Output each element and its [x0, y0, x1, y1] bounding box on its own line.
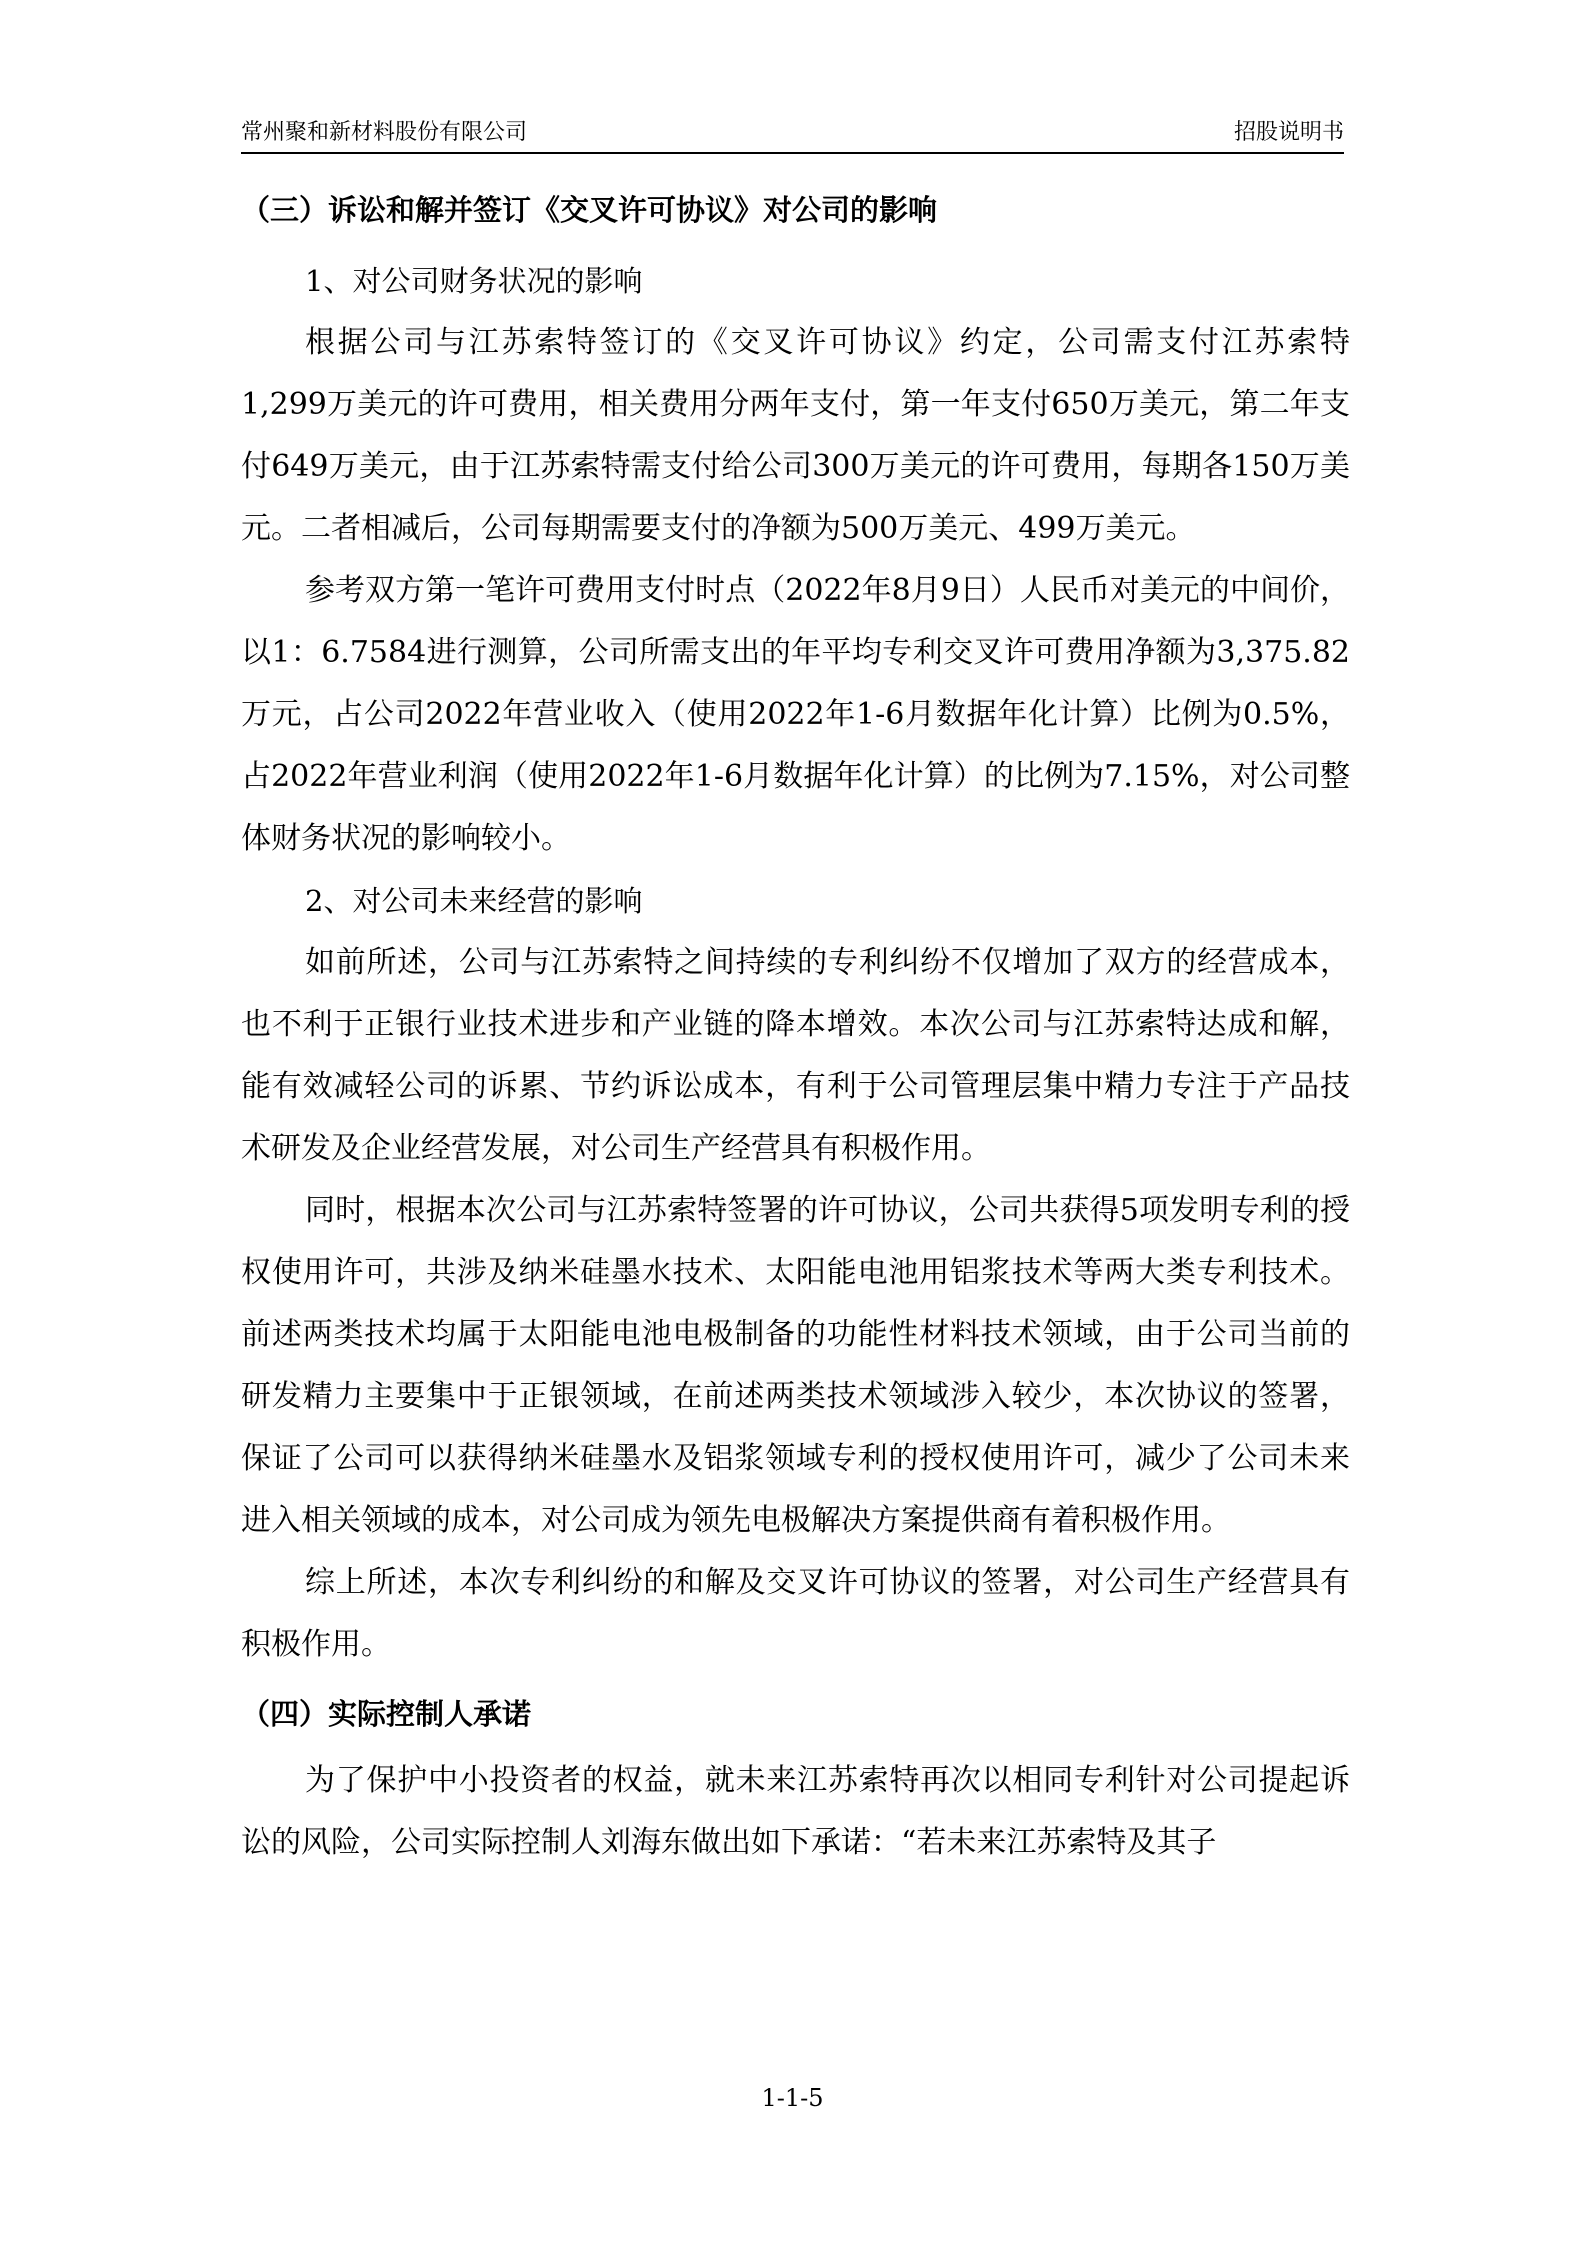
page-content — [241, 178, 1350, 1874]
section3-paragraph-2: 参考双方第一笔许可费用支付时点（2022年8月9日）人民币对美元的中间价，以1：6.7584进行测算，公司所需支出的年平均专利交叉许可费用净额为3,375.82万元，占公司2022年营业收入（使用2022年1-6月数据年化计算）比例为0.5%，占2022年营业利润（使用2022年1-6月数据年化计算）的比例为7.15%，对公司整体财务状况的影响较小。 — [241, 573, 1350, 856]
section3-paragraph-1: 根据公司与江苏索特签订的《交叉许可协议》约定，公司需支付江苏索特1,299万美元的许可费用，相关费用分两年支付，第一年支付650万美元，第二年支付649万美元，由于江苏索特需支付给公司300万美元的许可费用，每期各150万美元。二者相减后，公司每期需要支付的净额为500万美元、499万美元。 — [241, 325, 1350, 546]
section4-paragraph-1: 为了保护中小投资者的权益，就未来江苏索特再次以相同专利针对公司提起诉讼的风险，公司实际控制人刘海东做出如下承诺：“若未来江苏索特及其子 — [241, 1763, 1350, 1860]
header-doc-type: 招股说明书 — [1233, 120, 1344, 145]
header-company: 常州聚和新材料股份有限公司 — [241, 120, 528, 145]
page-number: 1-1-5 — [761, 2084, 824, 2112]
section3-paragraph-4: 同时，根据本次公司与江苏索特签署的许可协议，公司共获得5项发明专利的授权使用许可，共涉及纳米硅墨水技术、太阳能电池用铝浆技术等两大类专利技术。前述两类技术均属于太阳能电池电极制备的功能性材料技术领域，由于公司当前的研发精力主要集中于正银领域，在前述两类技术领域涉入较少，本次协议的签署，保证了公司可以获得纳米硅墨水及铝浆领域专利的授权使用许可，减少了公司未来进入相关领域的成本，对公司成为领先电极解决方案提供商有着积极作用。 — [241, 1193, 1350, 1538]
section3-subheading-1: 1、对公司财务状况的影响 — [305, 264, 643, 298]
section4-title: （四）实际控制人承诺 — [241, 1697, 532, 1731]
page-header — [241, 108, 1344, 154]
section3-paragraph-5: 综上所述，本次专利纠纷的和解及交叉许可协议的签署，对公司生产经营具有积极作用。 — [241, 1565, 1350, 1662]
section3-paragraph-3: 如前所述，公司与江苏索特之间持续的专利纠纷不仅增加了双方的经营成本，也不利于正银行业技术进步和产业链的降本增效。本次公司与江苏索特达成和解，能有效减轻公司的诉累、节约诉讼成本，有利于公司管理层集中精力专注于产品技术研发及企业经营发展，对公司生产经营具有积极作用。 — [241, 945, 1350, 1166]
section3-title: （三）诉讼和解并签订《交叉许可协议》对公司的影响 — [241, 193, 938, 227]
section3-subheading-2: 2、对公司未来经营的影响 — [305, 884, 643, 918]
